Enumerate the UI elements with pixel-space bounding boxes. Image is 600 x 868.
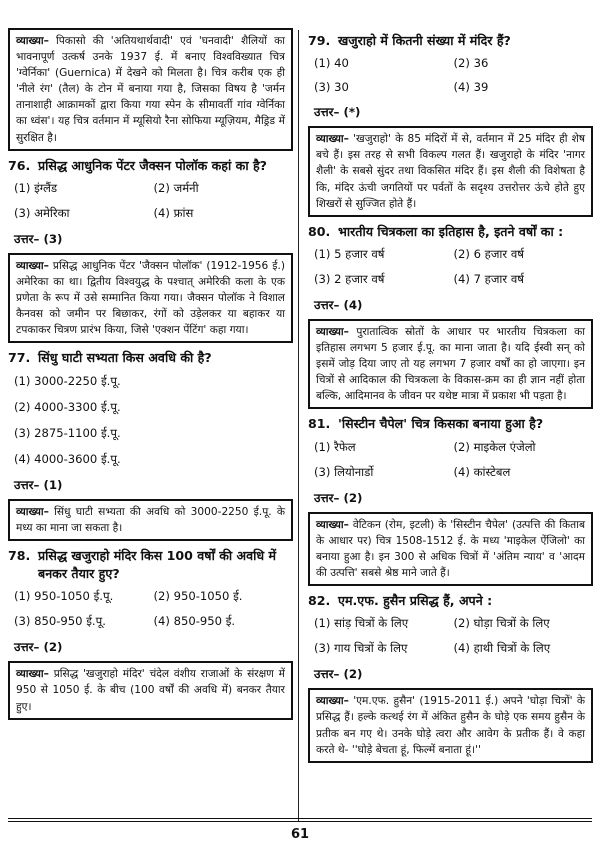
explanation-81: व्याख्या– वेटिकन (रोम, इटली) के 'सिस्टीन चैपेल' (उत्पत्ति की किताब के आधार पर) चित्र 1508-1512 ई. के मध्य 'माइकेल ऐंजिलो' का बनाया हुआ है। इन 300 से अधिक चित्रों में 'अंतिम न्याय' व 'आदम की उत्पत्ति' सबसे श्रेष्ठ माने जाते हैं। (308, 512, 593, 586)
option: (3) 30 (314, 80, 349, 95)
option: (4) 7 हजार वर्ष (453, 271, 525, 286)
option: (1) इंग्लैंड (14, 180, 58, 195)
answer-82: उत्तर– (2) (314, 667, 363, 682)
explanation-75: व्याख्या– पिकासो की 'अतियथार्थवादी' एवं 'घनवादी' शैलियों का भावनापूर्ण उत्कर्ष उनके 1937 ई. में बनाए विश्वविख्यात चित्र 'ग्वेर्निका' (Guernica) में देखने को मिलता है। चित्र करीब एक ही 'नीले रंग' (तैल) के टोन में बनाया गया है, जिसका विषय है 'जर्मन तानाशाही आक्रामकों द्वारा किया गया स्पेन के सीमावर्ती गांव ग्वेर्निका का ध्वंस'। यह चित्र वर्तमान में म्यूसियो रैना सोफिया म्यूज़ियम, मैड्रिड में सुरक्षित है। (8, 28, 293, 151)
option: (3) लियोनार्डो (314, 464, 374, 479)
question-79: 79. खजुराहो में कितनी संख्या में मंदिर हैं? (308, 33, 511, 48)
option: (1) 3000-2250 ई.पू. (14, 373, 121, 388)
option: (4) हाथी चित्रों के लिए (453, 641, 551, 656)
explanation-77: व्याख्या– सिंधु घाटी सभ्यता की अवधि को 3000-2250 ई.पू. के मध्य का माना जा सकता है। (8, 499, 293, 541)
options-79 (314, 56, 593, 94)
option: (1) 40 (314, 56, 349, 71)
question-82: 82. एम.एफ. हुसैन प्रसिद्ध हैं, अपने : (308, 593, 493, 609)
answer-79: उत्तर– (*) (314, 105, 361, 120)
answer-81: उत्तर– (2) (314, 490, 363, 505)
explanation-76: व्याख्या– प्रसिद्ध आधुनिक पेंटर 'जैक्सन पोलॉक' (1912-1956 ई.) अमेरिका का था। द्वितीय विश्वयुद्ध के पश्चात् अमेरिकी कला के एक प्रणेता के रूप में उसे सम्मानित किया गया। जैक्सन पोलॉक ने विशाल कैनवस को जमीन पर बिछाकर, रंगों को उड़ेलकर या बहाकर या टपकाकर चित्रण प्रारंभ किया, जिसे 'एक्शन पेंटिंग' कहा गया। (8, 253, 293, 343)
option: (3) 850-950 ई.पू. (14, 614, 106, 629)
column-divider (298, 30, 299, 822)
option: (3) 2875-1100 ई.पू. (14, 425, 121, 440)
question-76: 76. प्रसिद्ध आधुनिक पेंटर जैक्सन पोलॉक कहां का है? (8, 157, 267, 173)
option: (1) 5 हजार वर्ष (314, 246, 385, 261)
options-82 (314, 616, 593, 656)
option: (2) माइकेल एंजेलो (453, 439, 536, 454)
options-80 (314, 247, 593, 287)
left-column (8, 28, 293, 726)
options-77 (14, 374, 293, 467)
explanation-79: व्याख्या– 'खजुराहो' के 85 मंदिरों में से, वर्तमान में 25 मंदिर ही शेष बचे हैं। इस तरह से सभी विकल्प गलत हैं। खजुराहो के मंदिर 'नागर शैली' के सबसे सुंदर तथा विकसित मंदिर हैं। इस शैली की विशेषता है कि, मंदिर ऊंची जगतियों पर पर्वतों के सदृश्य उत्तरोत्तर ऊंचे होते हुए शिखरों से सुज्जित होते हैं। (308, 126, 593, 216)
option: (1) रैफेल (314, 439, 356, 454)
option: (3) 2 हजार वर्ष (314, 271, 385, 286)
explanation-80: व्याख्या– पुरातात्विक स्रोतों के आधार पर भारतीय चित्रकला का इतिहास लगभग 5 हजार ई.पू. का माना जाता है। यदि ईस्वी सन् को इसमें जोड़ दिया जाए तो यह लगभग 7 हजार वर्षों का हो जाएगा। इन चित्रों से आदिकाल की चित्रकला के विकास-क्रम का ही ज्ञान नहीं होता बल्कि, आदिमानव के जीवन पर यथेष्ट मात्रा में प्रकाश भी पड़ता है। (308, 319, 593, 409)
question-80: 80. भारतीय चित्रकला का इतिहास है, इतने वर्षों का : (308, 223, 564, 239)
option: (4) 4000-3600 ई.पू. (14, 451, 121, 466)
footer-rule-top (8, 818, 592, 819)
option: (2) जर्मनी (153, 180, 199, 195)
answer-80: उत्तर– (4) (314, 297, 363, 312)
options-81 (314, 440, 593, 480)
options-76 (14, 181, 293, 221)
page-number: 61 (290, 827, 310, 842)
option: (3) गाय चित्रों के लिए (314, 641, 408, 656)
question-77: 77. सिंधु घाटी सभ्यता किस अवधि की है? (8, 350, 212, 366)
option: (1) 950-1050 ई.पू. (14, 589, 114, 604)
option: (1) सांड़ चित्रों के लिए (314, 616, 409, 631)
option: (2) 950-1050 ई. (153, 589, 243, 604)
explanation-82: व्याख्या– 'एम.एफ. हुसैन' (1915-2011 ई.) अपने 'घोड़ा चित्रों' के प्रसिद्ध हैं। हल्के कत्थई रंग में अंकित हुसैन के घोड़े एक समय हुसैन के प्रतीक बन गए थे। उनके घोड़े त्वरा और आवेग के प्रतीक हैं। वे कहा करते थे- ''घोड़े बेचता हूं, फिल्में बनाता हूं।'' (308, 688, 593, 762)
options-78 (14, 589, 293, 629)
right-column (308, 28, 593, 769)
answer-76: उत्तर– (3) (14, 231, 63, 246)
footer-rule-bottom (8, 821, 592, 822)
question-78: 78. प्रसिद्ध खजुराहो मंदिर किस 100 वर्षों की अवधि में बनकर तैयार हुए? (8, 547, 277, 582)
option: (4) फ्रांस (153, 205, 194, 220)
option: (2) 4000-3300 ई.पू. (14, 399, 121, 414)
option: (4) 850-950 ई. (153, 614, 236, 629)
option: (4) कांस्टेबल (453, 464, 511, 479)
answer-77: उत्तर– (1) (14, 477, 63, 492)
option: (3) अमेरिका (14, 205, 70, 220)
option: (2) 36 (453, 56, 489, 71)
option: (2) घोड़ा चित्रों के लिए (453, 616, 550, 631)
explanation-78: व्याख्या– प्रसिद्ध 'खजुराहो मंदिर' चंदेल वंशीय राजाओं के संरक्षण में 950 से 1050 ई. के बीच (100 वर्षों की अवधि में) बनकर तैयार हुए। (8, 661, 293, 719)
option: (4) 39 (453, 80, 489, 95)
option: (2) 6 हजार वर्ष (453, 246, 525, 261)
question-81: 81. 'सिस्टीन चैपेल' चित्र किसका बनाया हुआ है? (308, 416, 544, 432)
answer-78: उत्तर– (2) (14, 640, 63, 655)
